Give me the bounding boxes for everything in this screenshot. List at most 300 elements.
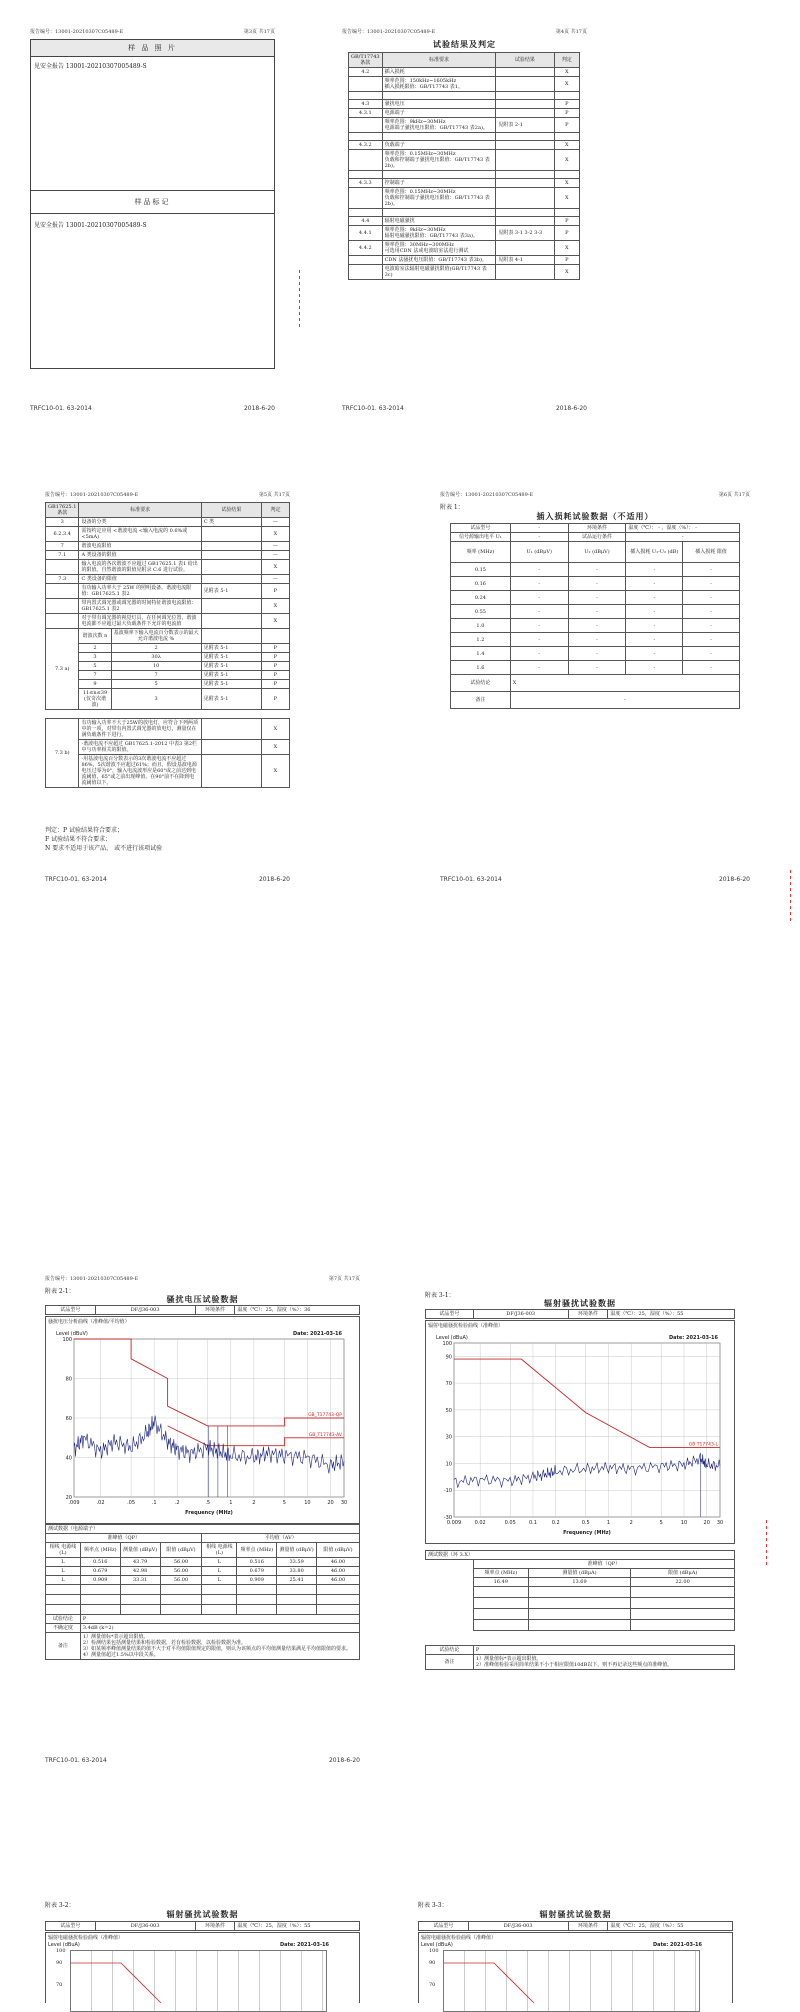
value-cell: - [683, 647, 740, 661]
y-tick-label: 30 [445, 1434, 452, 1441]
y-tick-label: -10 [443, 1488, 452, 1495]
uncertainty-value: 3.4dB (k=2) [80, 1624, 359, 1633]
col-verdict: 判定 [261, 503, 289, 518]
harmonic-row [46, 680, 290, 689]
clause-cell: 4.3 [349, 100, 383, 109]
table-row [349, 118, 580, 133]
section-label: 7.3 b) [46, 719, 79, 788]
verdict-cell: X [261, 614, 289, 629]
result-cell [201, 740, 261, 755]
uncertainty-row [46, 1624, 360, 1633]
verdict-cell: P [261, 680, 289, 689]
empty-cell [631, 1620, 735, 1631]
clause-cell [349, 150, 383, 171]
report-number: 报告编号：13001-20210307C05489-E [30, 29, 124, 35]
verdict-cell: P [554, 226, 579, 241]
requirement-cell [382, 209, 496, 217]
page-6 [440, 488, 750, 886]
verdict-cell: — [261, 551, 289, 560]
result-cell [201, 551, 261, 560]
requirement-cell: 有功输入功率大于 25W 的照明设备。谐波电流限值：GB17625.1 表2 [79, 584, 201, 599]
group-row [426, 1560, 735, 1569]
result-cell [496, 217, 554, 226]
report-number: 报告编号：13001-20210307C05489-E [342, 29, 436, 35]
value-cell: - [568, 633, 626, 647]
verdict-cell: X [554, 179, 579, 188]
footer-date: 2018-6-20 [555, 405, 587, 412]
empty-cell [631, 1609, 735, 1620]
result-cell [496, 100, 554, 109]
value-cell: - [626, 591, 683, 605]
result-cell: 见附表 4-1 [496, 256, 554, 265]
empty-cell [631, 1587, 735, 1598]
column-header: U₁ (dBμV) [510, 542, 568, 563]
verdict-cell: P [554, 118, 579, 133]
table-row [349, 179, 580, 188]
results-table [348, 52, 580, 280]
column-header: 限值 (dBμV) [160, 1543, 202, 1558]
harmonic-row [46, 689, 290, 710]
page-number: 第5页 共17页 [258, 492, 290, 498]
requirement-cell: A 类设备的限值 [79, 551, 201, 560]
frequency-cell: 1.4 [451, 647, 511, 661]
remark-row [426, 1655, 735, 1670]
column-header: 相线 电源线(L) [46, 1543, 81, 1558]
x-axis-label: Frequency (MHz) [185, 1510, 233, 1516]
col-clause: GB17625.1 条款 [46, 503, 79, 518]
model-value: - [510, 524, 568, 533]
empty-cell [160, 1605, 202, 1615]
table-row [426, 1578, 735, 1587]
value-cell: - [626, 633, 683, 647]
model-label: 试品型号 [451, 524, 511, 533]
verdict-cell [261, 629, 289, 644]
harmonic-order: 2 [79, 644, 111, 653]
page-header [342, 25, 587, 37]
verdict-cell [554, 171, 579, 179]
env-label: 环境条件 [195, 1922, 235, 1931]
value-cell: - [568, 591, 626, 605]
model-value: DF/J36-003 [473, 1310, 568, 1319]
value-cell: - [510, 577, 568, 591]
x-tick-label: 0.5 [581, 1520, 590, 1526]
verdict-cell: P [261, 689, 289, 710]
verdict-cell: P [554, 100, 579, 109]
appendix-label: 附表 1： [440, 504, 464, 511]
result-cell [496, 209, 554, 217]
value-cell: - [510, 591, 568, 605]
chart-frame [45, 1316, 360, 1524]
value-cell: - [510, 605, 568, 619]
table-row [46, 740, 290, 755]
harmonic-order: 9 [79, 680, 111, 689]
verdict-cell: X [554, 77, 579, 92]
table-row [349, 209, 580, 217]
harmonic-limit-header: 基波频率下输入电流百分数表示的最大允许谐波电流 % [111, 629, 201, 644]
empty-cell [80, 1605, 120, 1615]
env-value: 温度（℃）：25，湿度（%）：55 [235, 1922, 360, 1931]
section-row [426, 1551, 735, 1560]
table-row [349, 92, 580, 100]
table-row [349, 68, 580, 77]
result-cell: 见附表 3-1 3-2 3-3 [496, 226, 554, 241]
data-cell: L [46, 1576, 81, 1585]
sample-info-table [418, 1921, 733, 1931]
empty-cell [473, 1609, 528, 1620]
model-label: 试品型号 [426, 1310, 474, 1319]
group-row [46, 1534, 360, 1543]
y-axis-label: Level (dBuA) [421, 1942, 453, 1948]
verdict-cell: X [261, 740, 289, 755]
page-footer [45, 874, 290, 886]
col-result: 试验结果 [201, 503, 261, 518]
data-cell: 56.00 [160, 1567, 202, 1576]
value-cell: - [510, 661, 568, 675]
requirement-cell: 电波暗室法辐射电磁骚扰限值(GB/T17743 表3c) [382, 265, 496, 280]
result-cell: C 类 [201, 518, 261, 527]
empty-cell [237, 1605, 277, 1615]
conclusion-row [46, 1615, 360, 1624]
table-row [349, 100, 580, 109]
empty-cell [120, 1605, 160, 1615]
page-number: 第7页 共17页 [328, 1276, 360, 1282]
y-tick-label: 70 [445, 1381, 452, 1388]
verdict-cell: X [261, 599, 289, 614]
remark-item: 1）测量值标*表示超出限值。 [475, 1656, 542, 1662]
y-tick-label: 80 [65, 1376, 72, 1383]
result-cell [496, 265, 554, 280]
y-tick-label: -30 [443, 1515, 452, 1521]
data-cell: 46.00 [317, 1567, 360, 1576]
verdict-cell: X [261, 527, 289, 542]
series-label: GB_T17743-AV [308, 1432, 342, 1438]
run-condition-value: - [626, 533, 740, 542]
value-cell: - [626, 605, 683, 619]
footer-date: 2018-6-20 [258, 876, 290, 883]
radiated-title: 辐射骚扰试验数据 [539, 1909, 612, 1919]
remark-item: 4）测量值超过1.5%以中段关系。 [82, 1652, 159, 1658]
harmonic-limit: 7 [111, 671, 201, 680]
curve-caption: 辐射电磁骚扰检验曲线（准峰值） [428, 1323, 504, 1329]
report-number: 报告编号：13001-20210307C05489-E [45, 1276, 139, 1282]
col-result: 试验结果 [496, 53, 554, 68]
report-number: 报告编号：13001-20210307C05489-E [440, 492, 534, 498]
harmonic-order: 3 [79, 653, 111, 662]
harmonic-limit: 2 [111, 644, 201, 653]
clause-cell [46, 599, 79, 614]
sample-info-table [45, 1921, 360, 1931]
page-header [30, 25, 275, 37]
empty-cell [160, 1585, 202, 1595]
value-cell: - [626, 563, 683, 577]
data-cell: L [46, 1558, 81, 1567]
insertion-loss-table [450, 523, 740, 709]
page-footer [440, 874, 750, 886]
verdict-cell: P [261, 584, 289, 599]
clause-cell [46, 560, 79, 575]
empty-cell [160, 1595, 202, 1605]
harmonic-order: 5 [79, 662, 111, 671]
table-row [451, 633, 740, 647]
spacer-row [46, 710, 290, 719]
table-row [46, 614, 290, 629]
requirement-cell: 对于带有调光器的视觉灯具，在任何调光位置，谐波电流都不应超过最大负载条件下允许的电流值 [79, 614, 201, 629]
table-row [349, 109, 580, 118]
mark-label: 见安全报告 13001-20210307005489-S [34, 222, 147, 229]
empty-cell [426, 1560, 474, 1569]
result-cell [496, 171, 554, 179]
section-row [46, 1525, 360, 1534]
av-label: 平均值（AV） [202, 1534, 360, 1543]
data-cell: 56.00 [160, 1558, 202, 1567]
requirement-cell [382, 171, 496, 179]
chart-date: Date: 2021-03-16 [279, 1942, 329, 1948]
header-row [46, 1543, 360, 1558]
value-cell: - [683, 661, 740, 675]
appendix-label: 附表 3-1： [425, 1292, 455, 1299]
empty-row [426, 1598, 735, 1609]
model-label: 试品型号 [46, 1306, 96, 1315]
x-tick-label: 10 [680, 1520, 688, 1526]
requirement-cell: 控制端子 [382, 179, 496, 188]
column-header: 插入损耗 限值 [683, 542, 740, 563]
x-tick-label: 0.009 [446, 1520, 462, 1526]
table-row [349, 241, 580, 256]
requirement-cell: 辐射电磁骚扰 [382, 217, 496, 226]
data-cell: 25.41 [277, 1576, 317, 1585]
radiated-emission-chart [432, 1331, 728, 1537]
value-cell: - [683, 633, 740, 647]
remark-label: 备注 [46, 1633, 81, 1660]
result-cell [201, 599, 261, 614]
requirement-cell: 带内置式调光器或调光器的时间特征谐波电流限值：GB17625.1 表2 [79, 599, 201, 614]
plot-area [70, 1950, 327, 2012]
page-header [45, 488, 290, 500]
requirement-cell: 频率范围：150kHz~1605kHz 插入损耗限值：GB/T17743 表1。 [382, 77, 496, 92]
run-condition-label: 试品运行条件 [568, 533, 626, 542]
result-cell: 见附表 5-1 [201, 584, 261, 599]
header-row [426, 1569, 735, 1578]
table-row [46, 755, 290, 788]
data-cell: 22.00 [631, 1578, 735, 1587]
page-number: 第3页 共17页 [243, 29, 275, 35]
clause-cell [46, 584, 79, 599]
verdict-cell: P [554, 109, 579, 118]
empty-row [46, 1595, 360, 1605]
column-header: 插入损耗 U₁-U₂ (dB) [626, 542, 683, 563]
requirement-cell: 谐波电流限值 [79, 542, 201, 551]
y-tick: 70 [56, 1982, 63, 1988]
qp-label: 准峰值（QP） [473, 1560, 734, 1569]
measurement-label: 测试数据（电源端子） [46, 1525, 360, 1534]
clause-cell: 4.2 [349, 68, 383, 77]
clause-cell: 4.3.1 [349, 109, 383, 118]
remark-item: 3）如某频率峰值测量结果的值不大于对平均值限值规定的限值，则认为该频点的平均值测量结果满足平均值限值的要求。 [82, 1646, 352, 1652]
page-5 [45, 488, 290, 886]
result-cell [496, 77, 554, 92]
limit-line [71, 1951, 326, 2011]
verdict-cell [554, 92, 579, 100]
frequency-cell: 0.55 [451, 605, 511, 619]
data-cell: 0.679 [237, 1567, 277, 1576]
harmonic-order-header: 谐波次数 n [79, 629, 111, 644]
data-cell: 0.516 [80, 1558, 120, 1567]
data-cell: 0.516 [237, 1558, 277, 1567]
empty-cell [317, 1595, 360, 1605]
model-label: 试品型号 [46, 1922, 96, 1931]
y-axis-label: Level (dBuV) [56, 1331, 88, 1337]
result-cell [201, 527, 261, 542]
y-tick: 90 [429, 1960, 436, 1966]
result-cell [496, 133, 554, 141]
x-tick-label: 0.05 [504, 1520, 516, 1526]
empty-cell [46, 1595, 81, 1605]
clause-cell: 4.3.3 [349, 179, 383, 188]
model-value: DF/J36-003 [468, 1922, 568, 1931]
conclusion-label: 试验结论 [426, 1646, 474, 1655]
model-value: DF/J36-003 [95, 1922, 195, 1931]
result-cell [496, 141, 554, 150]
result-cell [496, 109, 554, 118]
note-fail: F 试验结果不符合要求； [45, 836, 112, 843]
clause-cell [349, 92, 383, 100]
col-requirement: 标准要求 [382, 53, 496, 68]
sample-info-table [45, 1305, 360, 1315]
conclusion-row [426, 1646, 735, 1655]
clause-cell: 4.3.2 [349, 141, 383, 150]
data-cell: 0.909 [237, 1576, 277, 1585]
column-header: 测量值 (dBμV) [120, 1543, 160, 1558]
conducted-title: 骚扰电压试验数据 [166, 1294, 239, 1304]
footer-form-code: TRFC10-01. 63-2014 [30, 405, 92, 412]
value-cell: - [568, 563, 626, 577]
requirement-cell: 频率范围：0.15MHz~30MHz 负载和控制端子骚扰电压限值：GB/T17743 表2b)。 [382, 150, 496, 171]
table-row [46, 1567, 360, 1576]
empty-cell [631, 1598, 735, 1609]
footer-form-code: TRFC10-01. 63-2014 [440, 876, 502, 883]
column-header: 测量值 (dBμA) [528, 1569, 631, 1578]
table-row [46, 575, 290, 584]
harmonic-row [46, 662, 290, 671]
requirement-cell: 需按约定应用 <谐波电流 <输入电流的 0.6%或 <5mA) [79, 527, 201, 542]
conclusion-label: 试验结论 [451, 675, 511, 692]
result-cell [201, 542, 261, 551]
clause-cell: 7 [46, 542, 79, 551]
data-cell: 46.00 [317, 1558, 360, 1567]
footer-form-code: TRFC10-01. 63-2014 [45, 1757, 107, 1764]
value-cell: - [626, 647, 683, 661]
empty-cell [277, 1605, 317, 1615]
data-cell: 13.69 [528, 1578, 631, 1587]
requirement-cell: 频率范围：30MHz~300MHz 可选用CDN 法或电波暗室法进行测试 [382, 241, 496, 256]
harmonic-limit: 5 [111, 680, 201, 689]
verdict-cell: X [261, 755, 289, 788]
env-label: 环境条件 [195, 1306, 235, 1315]
appendix-label: 附表 3-2： [45, 1902, 75, 1909]
empty-cell [528, 1609, 631, 1620]
value-cell: - [683, 577, 740, 591]
table-row [46, 542, 290, 551]
x-tick-label: 20 [703, 1520, 710, 1526]
value-cell: - [683, 563, 740, 577]
page-footer [45, 1755, 360, 1767]
empty-row [46, 1585, 360, 1595]
data-cell: 33.59 [277, 1558, 317, 1567]
result-cell: 见附表 5-1 [201, 689, 261, 710]
value-cell: - [626, 577, 683, 591]
empty-cell [46, 1605, 81, 1615]
insertion-loss-title: 插入损耗试验数据（不适用） [536, 511, 654, 521]
x-tick-label: 30 [716, 1520, 724, 1526]
clause-cell [46, 614, 79, 629]
data-cell: 46.00 [317, 1576, 360, 1585]
x-tick-label: 0.2 [551, 1520, 560, 1526]
header-row [451, 542, 740, 563]
column-header: 相线 电源线(L) [202, 1543, 237, 1558]
column-header: 限值 (dBμV) [317, 1543, 360, 1558]
clause-cell [349, 133, 383, 141]
conclusion-value: X [510, 675, 739, 692]
x-tick-label: .5 [205, 1500, 211, 1506]
harmonic-row [46, 644, 290, 653]
verdict-cell: P [261, 644, 289, 653]
radiated-title: 辐射骚扰试验数据 [544, 1298, 616, 1308]
table-row [46, 1558, 360, 1567]
column-header: 限值 (dBμA) [631, 1569, 735, 1578]
table-row [349, 226, 580, 241]
source-level-label: 信号源输出电平 U₁ [451, 533, 511, 542]
col-verdict: 判定 [554, 53, 579, 68]
x-tick-label: .009 [68, 1500, 80, 1506]
verdict-cell: X [554, 265, 579, 280]
verdict-cell: X [554, 150, 579, 171]
value-cell: - [510, 633, 568, 647]
x-tick-label: 5 [282, 1500, 286, 1506]
table-row [349, 141, 580, 150]
table-row [46, 1576, 360, 1585]
table-row [451, 661, 740, 675]
table-row [46, 599, 290, 614]
y-tick: 100 [429, 1948, 439, 1954]
harmonic-limit: 30λ [111, 653, 201, 662]
x-tick-label: 10 [304, 1500, 311, 1506]
requirement-cell: -用基波电流百分数表示的3次谐波电流不应超过86%，5次谐波不应超过61%；而且，假设基波电源电压过零为0°，输入电流波形应是60°或之前达到电流阈值，65°或之前出现峰值，在90°前不在降到电流阈值以下。 [79, 755, 201, 788]
footer-date: 2018-6-20 [243, 405, 275, 412]
data-cell: 33.80 [277, 1567, 317, 1576]
clause-cell [349, 188, 383, 209]
measurement-label: 测试数据（环 3.X） [426, 1551, 735, 1560]
requirement-cell: -谐波电流不应超过 GB17625.1-2012 中表3 第2栏中与功率相关的限值。 [79, 740, 201, 755]
data-cell: L [202, 1576, 237, 1585]
note-na: N 要求不适用于该产品， 或不进行该项试验 [45, 845, 163, 852]
clause-cell: 4.4.1 [349, 226, 383, 241]
table-row [349, 77, 580, 92]
empty-cell [528, 1620, 631, 1631]
env-value: 温度（℃）： - ，湿度（%）： - [626, 524, 740, 533]
env-value: 温度（℃）：25，湿度（%）：55 [608, 1310, 735, 1319]
empty-cell [317, 1585, 360, 1595]
data-cell: 43.79 [120, 1558, 160, 1567]
table-row [451, 619, 740, 633]
result-cell: 见附表 5-1 [201, 680, 261, 689]
source-level-value: - [510, 533, 568, 542]
empty-cell [473, 1620, 528, 1631]
frequency-cell: 1.2 [451, 633, 511, 647]
photo-title: 样 品 照 片 [31, 40, 274, 57]
empty-cell [426, 1609, 474, 1620]
page-header [440, 488, 750, 500]
result-cell [496, 150, 554, 171]
